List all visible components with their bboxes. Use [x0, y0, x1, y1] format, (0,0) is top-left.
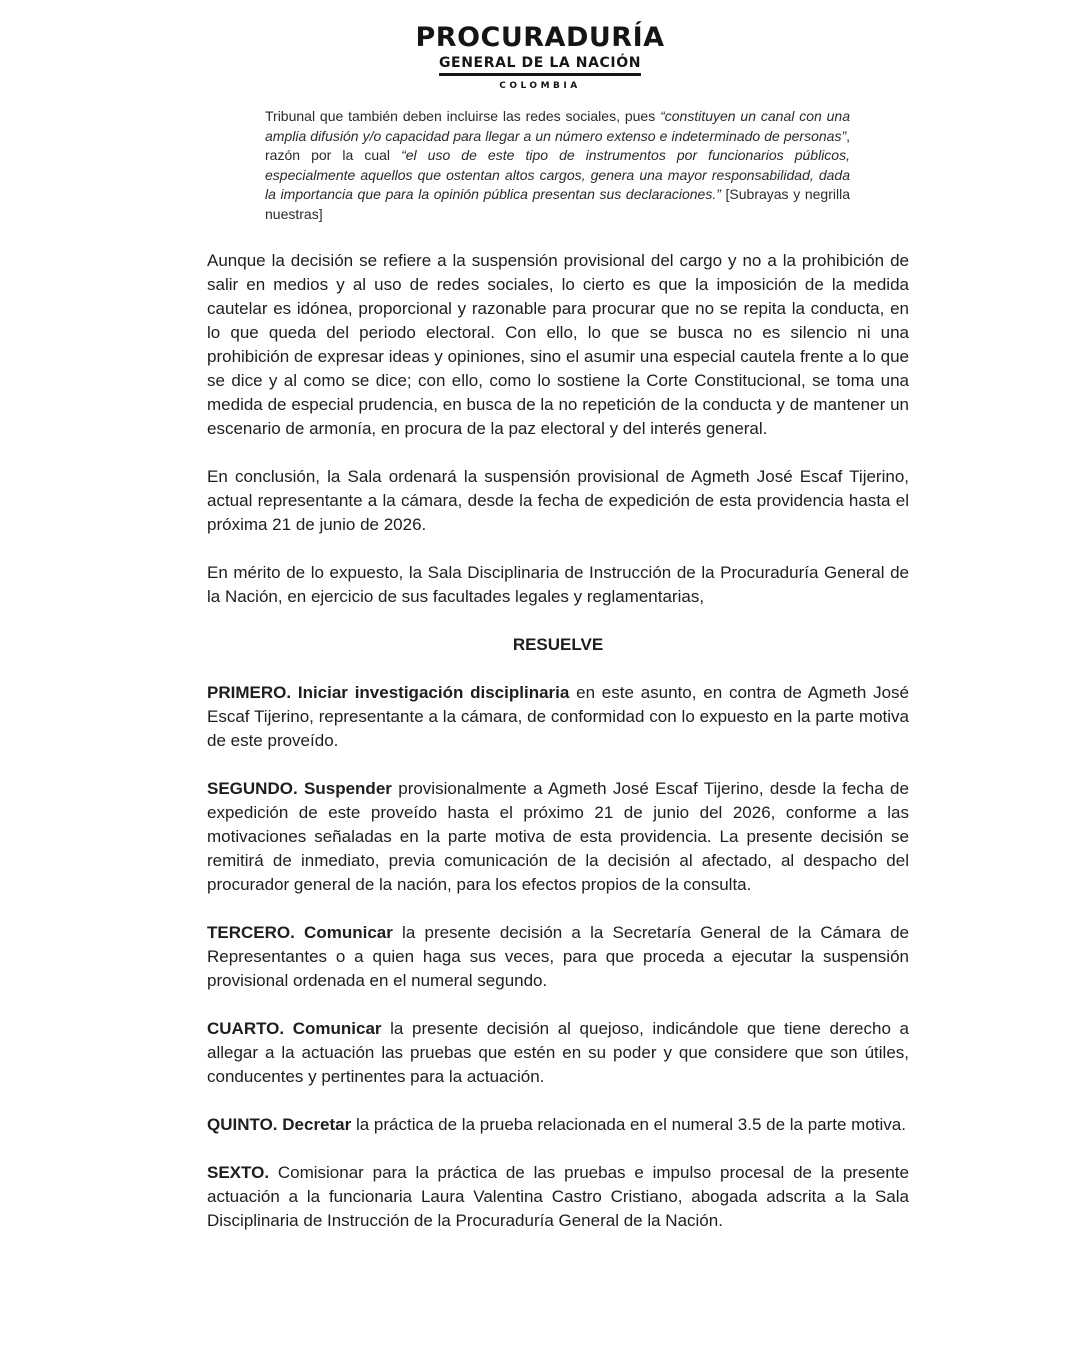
article-tercero [207, 921, 909, 993]
article-action: Comisionar [269, 1163, 364, 1182]
article-action: Decretar [277, 1115, 352, 1134]
quote-text-3: [Subrayas y negrilla nuestras] [265, 186, 850, 222]
article-text: la presente decisión al quejoso, indicándole que tiene derecho a allegar a la actuación las pruebas que estén en su poder y que considere que son útiles, conducentes y pertinentes para la actuación. [207, 1019, 909, 1086]
logo-title: PROCURADURÍA [415, 22, 665, 53]
logo-country: COLOMBIA [499, 81, 581, 91]
article-text: la práctica de la prueba relacionada en el numeral 3.5 de la parte motiva. [351, 1115, 906, 1134]
article-label: SEGUNDO. [207, 779, 298, 798]
article-action: Iniciar investigación disciplinaria [291, 683, 570, 702]
article-quinto [207, 1113, 909, 1137]
article-text: en este asunto, en contra de Agmeth José Escaf Tijerino, representante a la cámara, de conformidad con lo expuesto en la parte motiva de este proveído. [207, 683, 909, 750]
resuelve-heading: RESUELVE [512, 635, 604, 654]
article-label: CUARTO. [207, 1019, 285, 1038]
article-text: para la práctica de las pruebas e impulso procesal de la presente actuación a la funcionaria Laura Valentina Castro Cristiano, abogada adscrita a la Sala Disciplinaria de Instrucción de la Procuraduría General de la Nación. [207, 1163, 909, 1230]
paragraph-merito: En mérito de lo expuesto, la Sala Disciplinaria de Instrucción de la Procuraduría General de la Nación, en ejercicio de sus facultades legales y reglamentarias, [207, 563, 909, 606]
logo-subtitle: GENERAL DE LA NACIÓN [439, 55, 641, 76]
article-action: Comunicar [294, 923, 393, 942]
article-action: Comunicar [284, 1019, 382, 1038]
article-primero [207, 681, 909, 753]
paragraph-analysis: Aunque la decisión se refiere a la suspensión provisional del cargo y no a la prohibición de salir en medios y al uso de redes sociales, lo cierto es que la imposición de la medida cautelar es idónea, proporcional y razonable para procurar que no se repita la conducta, en lo que queda del periodo electoral. Con ello, lo que se busca no es silencio ni una prohibición de expresar ideas y opiniones, sino el asumir una especial cautela frente a lo que se dice y al como se dice; con ello, como lo sostiene la Corte Constitucional, se toma una medida de especial prudencia, en busca de la no repetición de la conducta y de mantener un escenario de armonía, en procura de la paz electoral y del interés general. [207, 251, 909, 438]
quote-text-2: , razón por la cual [265, 127, 850, 164]
article-cuarto [207, 1017, 909, 1089]
document-header [0, 22, 1080, 93]
article-label: QUINTO. [207, 1115, 278, 1134]
block-quote [265, 107, 850, 225]
quote-italic-2: “el uso de este tipo de instrumentos por funcionarios públicos, especialmente aquellos que ostentan altos cargos, genera una mayor responsabilidad, dada la importancia que para la opinión pública presentan sus declaraciones.” [265, 147, 850, 203]
quote-italic-1: “constituyen un canal con una amplia difusión y/o capacidad para llegar a un número extenso e indeterminado de personas” [265, 108, 851, 144]
procuraduria-logo [415, 22, 664, 91]
article-action: Suspender [297, 779, 392, 798]
quote-text-1: Tribunal que también deben incluirse las redes sociales, pues [265, 108, 661, 124]
paragraph-conclusion: En conclusión, la Sala ordenará la suspensión provisional de Agmeth José Escaf Tijerino, actual representante a la cámara, desde la fecha de expedición de esta providencia hasta el próxima 21 de junio de 2026. [207, 467, 909, 534]
document-body [207, 249, 909, 1257]
article-sexto [207, 1161, 909, 1233]
article-label: PRIMERO. [207, 683, 292, 702]
article-label: TERCERO. [207, 923, 295, 942]
article-text: la presente decisión a la Secretaría General de la Cámara de Representantes o a quien haga sus veces, para que proceda a ejecutar la suspensión provisional ordenada en el numeral segundo. [207, 923, 909, 990]
article-segundo [207, 777, 909, 897]
article-label: SEXTO. [207, 1163, 270, 1182]
article-text: provisionalmente a Agmeth José Escaf Tijerino, desde la fecha de expedición de este proveído hasta el próximo 21 de junio del 2026, conforme a las motivaciones señaladas en la parte motiva de esta providencia. La presente decisión se remitirá de inmediato, previa comunicación de la decisión al afectado, al despacho del procurador general de la nación, para los efectos propios de la consulta. [207, 779, 909, 894]
